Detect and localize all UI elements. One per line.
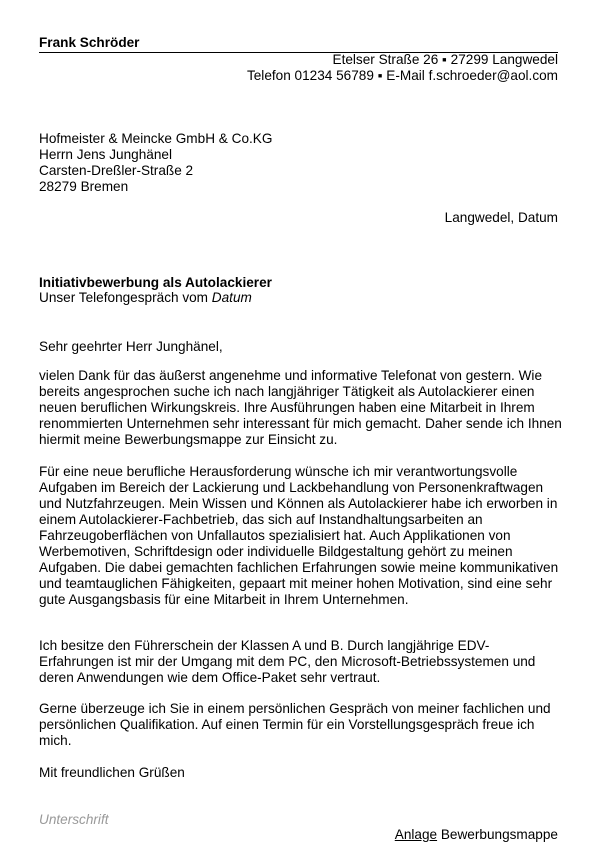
subject-reference-date: Datum xyxy=(211,290,252,305)
subject-reference-prefix: Unser Telefongespräch vom xyxy=(39,290,212,305)
closing: Mit freundlichen Grüßen xyxy=(39,765,185,780)
enclosure-text: Bewerbungsmappe xyxy=(437,827,558,842)
enclosure-label: Anlage xyxy=(394,827,438,842)
body-paragraph-4: Gerne überzeuge ich Sie in einem persönlichen Gespräch von meiner fachlichen und persönlichen Qualifikation. Auf einen Termin für ein Vorstellungsgespräch freue ich mich. xyxy=(39,701,551,748)
recipient-person: Herrn Jens Junghänel xyxy=(39,147,172,162)
body-paragraph-1: vielen Dank für das äußerst angenehme und informative Telefonat von gestern. Wie bereits angesprochen suche ich nach langjähriger Tätigkeit als Autolackierer einen neuen beruflichen Wirkungskreis. Ihre Ausführungen haben eine Mitarbeit in Ihrem renommierten Unternehmen sehr interessant für mich gemacht. Daher sende ich Ihnen hiermit meine Bewerbungsmappe zur Einsicht zu. xyxy=(39,368,562,447)
signature-placeholder: Unterschrift xyxy=(39,812,109,827)
recipient-city: 28279 Bremen xyxy=(39,179,129,194)
recipient-street: Carsten-Dreßler-Straße 2 xyxy=(39,163,194,178)
sender-contact: Telefon 01234 56789 ▪ E-Mail f.schroeder@aol.com xyxy=(246,68,558,83)
subject-line: Initiativbewerbung als Autolackierer xyxy=(39,275,272,290)
salutation: Sehr geehrter Herr Junghänel, xyxy=(39,339,223,354)
sender-name: Frank Schröder xyxy=(39,35,140,50)
body-paragraph-3: Ich besitze den Führerschein der Klassen A und B. Durch langjährige EDV-Erfahrungen ist mir der Umgang mit dem PC, den Microsoft-Betriebssystemen und deren Anwendungen wie dem Office-Paket sehr vertraut. xyxy=(39,638,536,685)
sender-address: Etelser Straße 26 ▪ 27299 Langwedel xyxy=(332,52,558,67)
subject-reference xyxy=(39,290,252,305)
recipient-company: Hofmeister & Meincke GmbH & Co.KG xyxy=(39,131,273,146)
place-date: Langwedel, Datum xyxy=(444,210,558,225)
body-paragraph-2: Für eine neue berufliche Herausforderung wünsche ich mir verantwortungsvolle Aufgaben im Bereich der Lackierung und Lackbehandlung von Personenkraftwagen und Nutzfahrzeugen. Mein Wissen und Können als Autolackierer habe ich erworben in einem Autolackierer-Fachbetrieb, das sich auf Instandhaltungsarbeiten an Fahrzeugoberflächen von Unfallautos spezialisiert hat. Auch Applikationen von Werbemotiven, Schriftdesign oder individuelle Bildgestaltung gehört zu meinen Aufgaben. Die dabei gemachten fachlichen Erfahrungen sowie meine kommunikativen und teamtauglichen Fähigkeiten, gepaart mit meiner hohen Motivation, sind eine sehr gute Ausgangsbasis für eine Mitarbeit in Ihrem Unternehmen. xyxy=(39,464,559,607)
recipient-block xyxy=(39,131,272,195)
enclosure-line xyxy=(395,827,558,842)
